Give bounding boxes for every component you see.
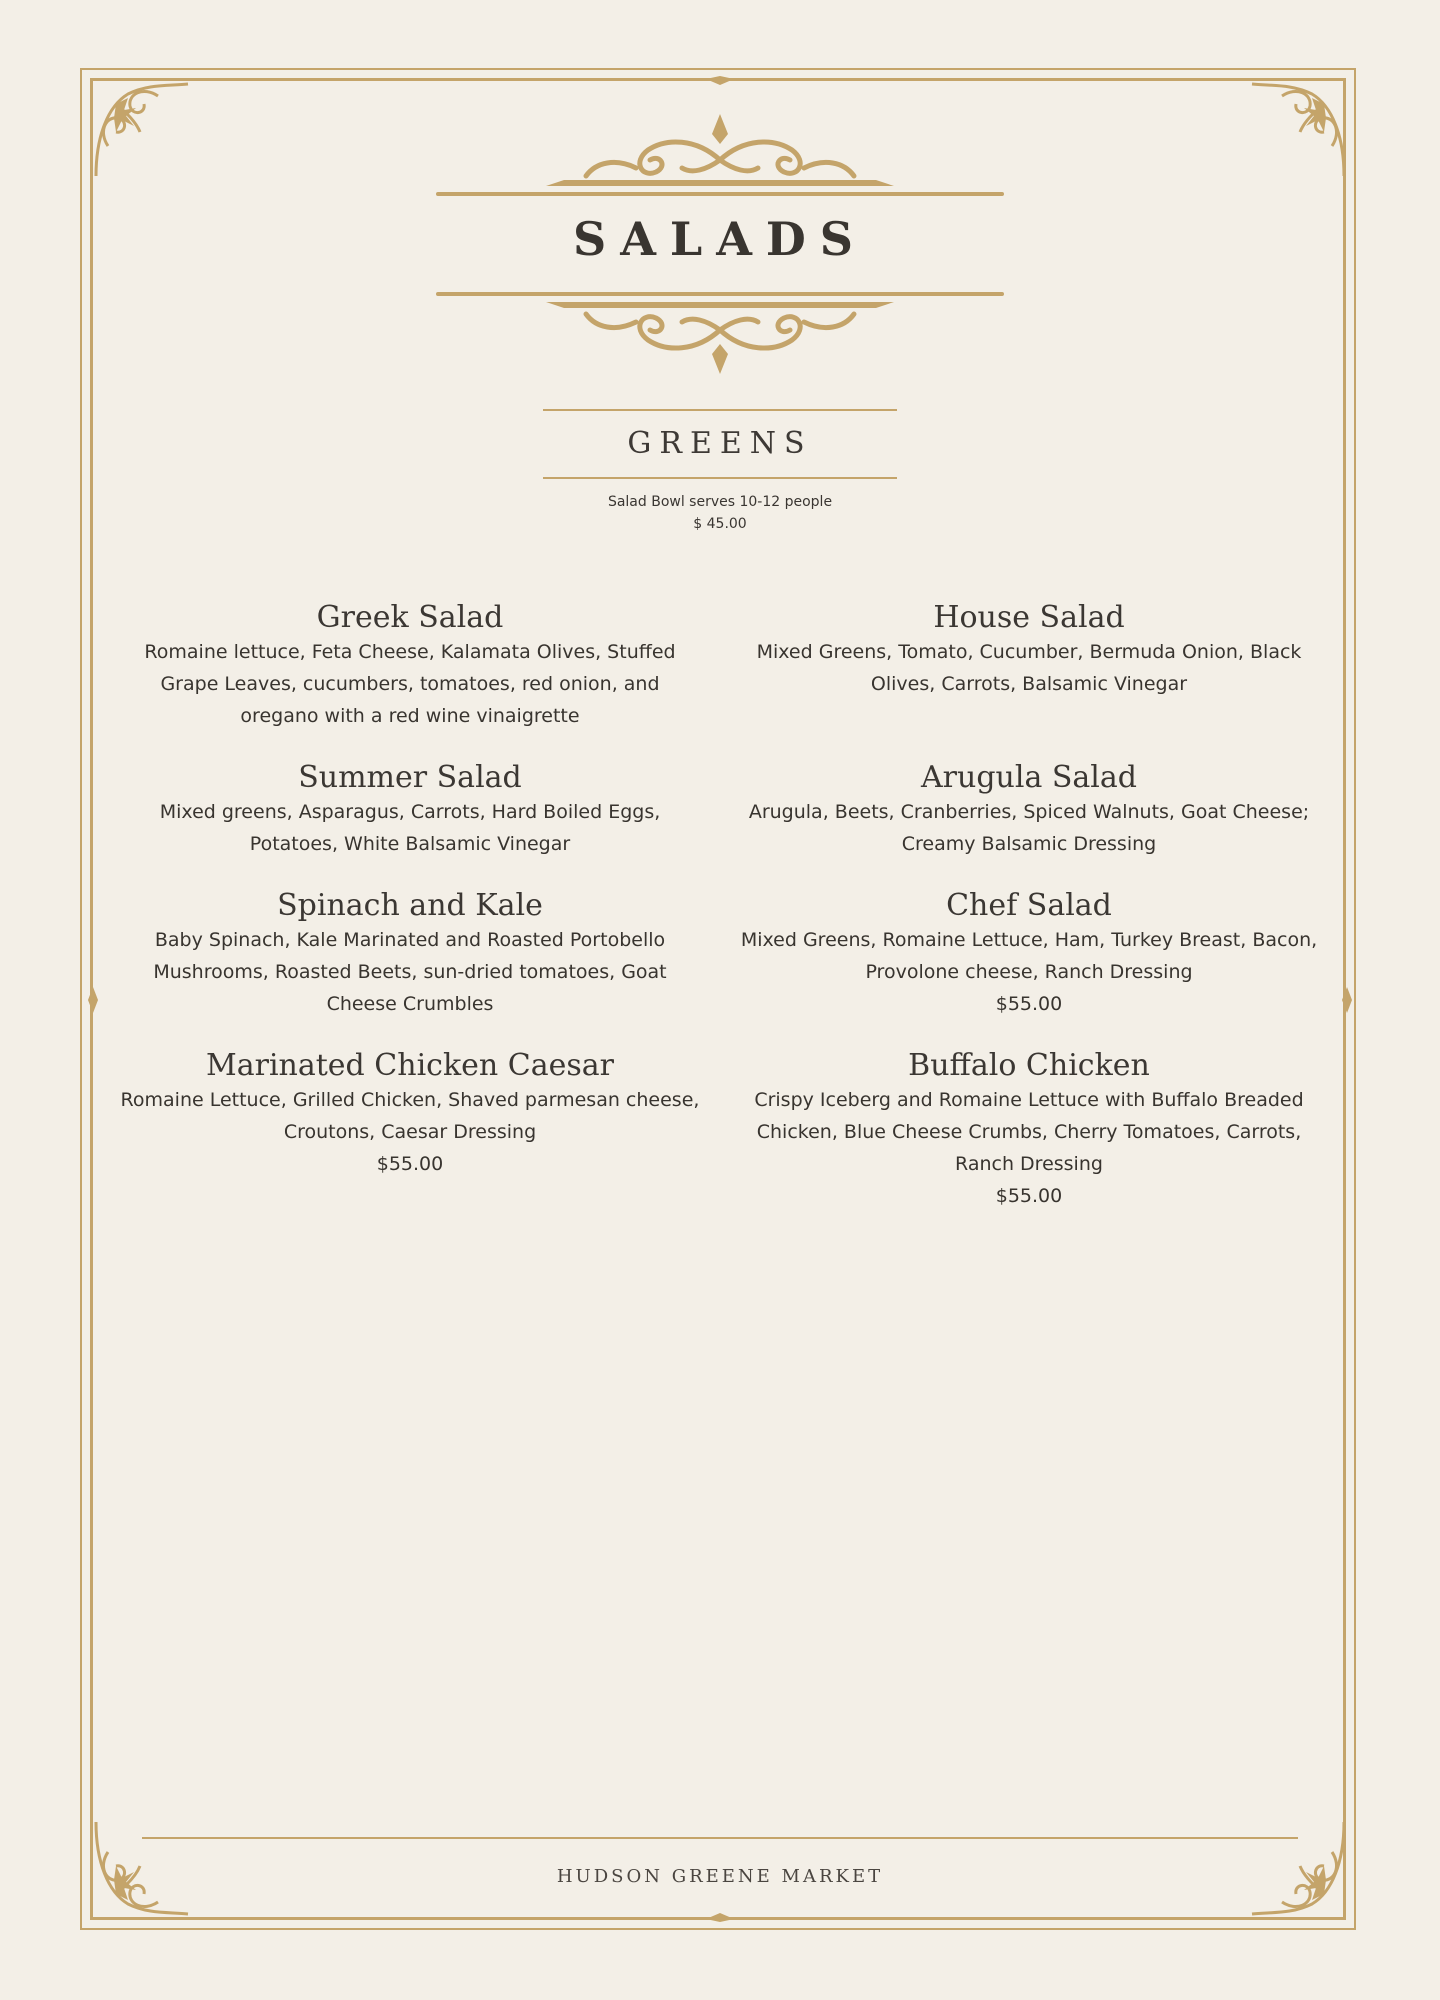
menu-item-spinach-and-kale xyxy=(120,888,700,1020)
item-name: Buffalo Chicken xyxy=(908,1048,1150,1083)
item-name: Greek Salad xyxy=(316,600,504,635)
frame-diamond-left xyxy=(86,987,100,1013)
footer-rule xyxy=(142,1837,1298,1839)
corner-ornament-top-left xyxy=(88,76,198,186)
menu-item-house-salad xyxy=(739,600,1319,700)
frame-diamond-top xyxy=(706,76,734,88)
section-rule-bottom xyxy=(543,477,897,479)
salad-bowl-note: Salad Bowl serves 10-12 people xyxy=(607,494,833,510)
frame-diamond-bottom xyxy=(706,1910,734,1922)
page-title: SALADS xyxy=(572,212,868,266)
item-name: Spinach and Kale xyxy=(277,888,543,923)
title-ornament-top xyxy=(436,110,1004,200)
item-description: Mixed Greens, Tomato, Cucumber, Bermuda Onion, Black Olives, Carrots, Balsamic Vinegar xyxy=(756,641,1302,695)
section-title: GREENS xyxy=(627,426,813,461)
menu-item-marinated-chicken-caesar xyxy=(120,1048,700,1180)
item-name: Marinated Chicken Caesar xyxy=(206,1048,614,1083)
item-description: Baby Spinach, Kale Marinated and Roasted Portobello Mushrooms, Roasted Beets, sun-dried tomatoes, Goat Cheese Crumbles xyxy=(153,929,667,1015)
item-description: Romaine lettuce, Feta Cheese, Kalamata Olives, Stuffed Grape Leaves, cucumbers, tomatoes, red onion, and oregano with a red wine vinaigrette xyxy=(144,641,676,727)
section-rule-top xyxy=(543,409,897,411)
item-description: Arugula, Beets, Cranberries, Spiced Walnuts, Goat Cheese; Creamy Balsamic Dressing xyxy=(748,801,1310,855)
menu-item-chef-salad xyxy=(739,888,1319,1020)
footer-brand: HUDSON GREENE MARKET xyxy=(556,1866,884,1887)
menu-item-buffalo-chicken xyxy=(739,1048,1319,1212)
item-description: Mixed Greens, Romaine Lettuce, Ham, Turkey Breast, Bacon, Provolone cheese, Ranch Dressing xyxy=(740,929,1318,983)
menu-item-arugula-salad xyxy=(739,760,1319,860)
item-price: $55.00 xyxy=(995,1185,1063,1207)
item-name: House Salad xyxy=(933,600,1125,635)
item-price: $55.00 xyxy=(376,1153,444,1175)
frame-diamond-right xyxy=(1340,987,1354,1013)
item-name: Arugula Salad xyxy=(921,760,1137,795)
item-description: Romaine Lettuce, Grilled Chicken, Shaved parmesan cheese, Croutons, Caesar Dressing xyxy=(120,1089,700,1143)
title-ornament-bottom xyxy=(436,290,1004,380)
item-name: Summer Salad xyxy=(298,760,522,795)
item-price: $55.00 xyxy=(995,993,1063,1015)
item-description: Mixed greens, Asparagus, Carrots, Hard Boiled Eggs, Potatoes, White Balsamic Vinegar xyxy=(159,801,661,855)
item-description: Crispy Iceberg and Romaine Lettuce with Buffalo Breaded Chicken, Blue Cheese Crumbs, Cherry Tomatoes, Carrots, Ranch Dressing xyxy=(754,1089,1304,1175)
menu-item-greek-salad xyxy=(120,600,700,732)
item-name: Chef Salad xyxy=(946,888,1112,923)
corner-ornament-top-right xyxy=(1242,76,1352,186)
salad-bowl-price: $ 45.00 xyxy=(693,516,747,532)
menu-item-summer-salad xyxy=(120,760,700,860)
